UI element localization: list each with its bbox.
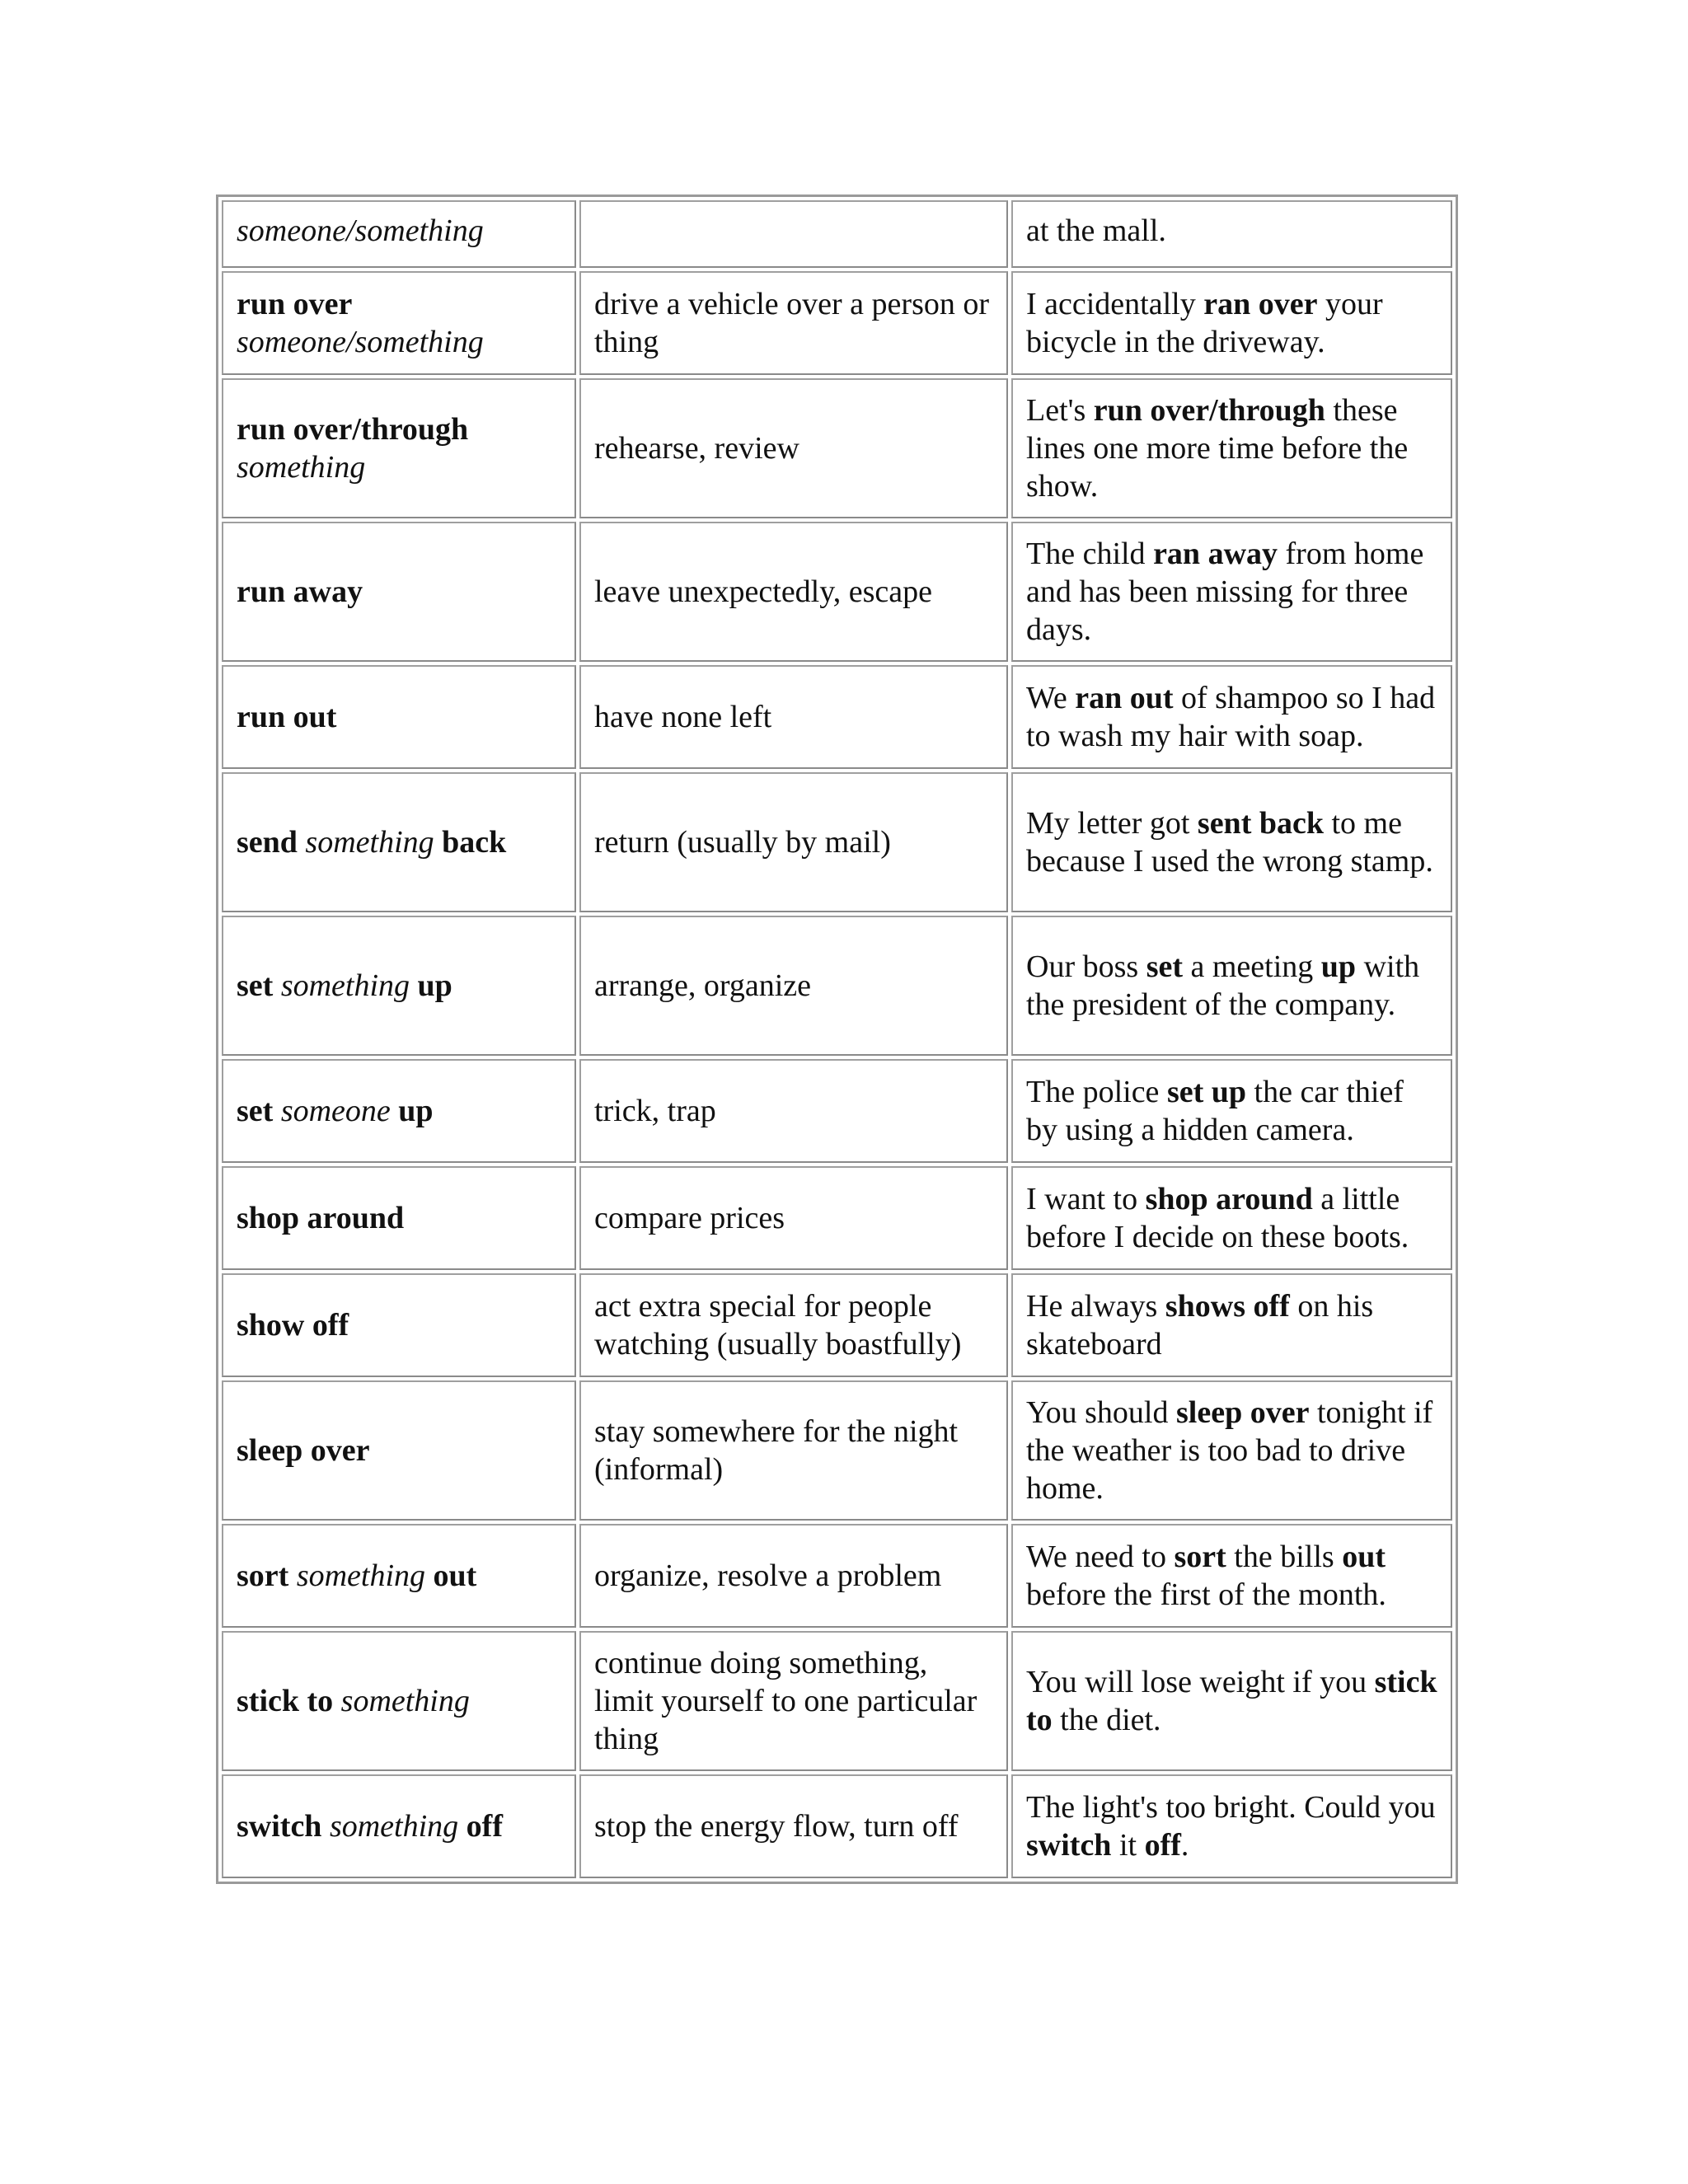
plain-text: a meeting <box>1183 949 1321 984</box>
meaning-text: arrange, organize <box>594 968 812 1003</box>
phrasal-verb-cell <box>222 772 576 912</box>
example-cell <box>1011 378 1452 518</box>
example-cell <box>1011 522 1452 662</box>
phrasal-verb-cell <box>222 271 576 375</box>
table-row <box>222 1774 1452 1878</box>
example-cell <box>1011 916 1452 1056</box>
meaning-cell <box>579 1273 1008 1377</box>
phrasal-verb-cell <box>222 1524 576 1628</box>
plain-text: Let's <box>1026 393 1094 428</box>
bold-text: sleep over <box>1175 1395 1310 1430</box>
bold-text: ran away <box>1153 537 1278 571</box>
plain-text: your bicycle in the driveway. <box>1026 287 1383 359</box>
plain-text: . <box>1180 1828 1189 1863</box>
bold-text: send <box>237 825 306 860</box>
plain-text: Our boss <box>1026 949 1146 984</box>
italic-text: something <box>296 1558 426 1593</box>
phrasal-verb-table <box>216 194 1458 1884</box>
italic-text: someone/something <box>237 325 484 359</box>
meaning-text: leave unexpectedly, escape <box>594 574 933 609</box>
phrasal-verb-cell <box>222 1380 576 1521</box>
phrasal-verb-cell <box>222 916 576 1056</box>
phrasal-verb-table-body <box>222 200 1452 1878</box>
bold-text: off <box>1144 1828 1181 1863</box>
plain-text: My letter got <box>1026 806 1198 841</box>
table-row <box>222 1631 1452 1771</box>
bold-text: up <box>390 1094 434 1128</box>
plain-text: I want to <box>1026 1182 1146 1216</box>
italic-text: something <box>329 1809 459 1844</box>
plain-text: at the mall. <box>1026 213 1166 248</box>
bold-text: up <box>410 968 452 1003</box>
plain-text: it <box>1111 1828 1145 1863</box>
bold-text: run out <box>237 700 337 734</box>
meaning-text: continue doing something, limit yourself to one particular thing <box>594 1646 978 1756</box>
table-row <box>222 271 1452 375</box>
meaning-text: act extra special for people watching (usually boastfully) <box>594 1289 962 1361</box>
meaning-text: stay somewhere for the night (informal) <box>594 1414 959 1487</box>
example-cell <box>1011 1273 1452 1377</box>
example-cell <box>1011 1631 1452 1771</box>
table-row <box>222 200 1452 268</box>
bold-text: ran out <box>1075 681 1174 715</box>
meaning-cell <box>579 665 1008 769</box>
bold-text: sent back <box>1197 806 1324 841</box>
bold-text: shows off <box>1165 1289 1290 1324</box>
phrasal-verb-cell <box>222 1166 576 1270</box>
plain-text: the diet. <box>1052 1703 1161 1737</box>
example-cell <box>1011 1380 1452 1521</box>
table-row <box>222 772 1452 912</box>
plain-text: these lines one more time before the show. <box>1026 393 1409 504</box>
phrasal-verb-cell <box>222 522 576 662</box>
meaning-cell <box>579 1631 1008 1771</box>
table-row <box>222 1273 1452 1377</box>
bold-text: set <box>237 1094 281 1128</box>
table-row <box>222 1059 1452 1163</box>
plain-text: The light's too bright. Could you <box>1026 1790 1436 1825</box>
bold-text: up <box>1320 949 1357 984</box>
bold-text: show off <box>237 1308 349 1343</box>
meaning-cell <box>579 200 1008 268</box>
meaning-text: trick, trap <box>594 1094 716 1128</box>
italic-text: someone/something <box>237 213 484 248</box>
bold-text: switch <box>237 1809 330 1844</box>
meaning-text: organize, resolve a problem <box>594 1558 942 1593</box>
meaning-cell <box>579 772 1008 912</box>
phrasal-verb-cell <box>222 665 576 769</box>
table-row <box>222 1524 1452 1628</box>
plain-text: the bills <box>1226 1540 1343 1574</box>
bold-text: run over <box>237 287 353 321</box>
bold-text: set up <box>1166 1075 1247 1109</box>
meaning-cell <box>579 1774 1008 1878</box>
example-cell <box>1011 271 1452 375</box>
plain-text: We <box>1026 681 1076 715</box>
plain-text: before the first of the month. <box>1026 1577 1386 1612</box>
meaning-cell <box>579 916 1008 1056</box>
example-cell <box>1011 1166 1452 1270</box>
bold-text: stick to <box>237 1684 341 1718</box>
italic-text: something <box>305 825 434 860</box>
table-row <box>222 378 1452 518</box>
example-cell <box>1011 665 1452 769</box>
bold-text: run away <box>237 574 363 609</box>
bold-text: sleep over <box>237 1433 370 1468</box>
bold-text: shop around <box>237 1201 405 1235</box>
table-row <box>222 916 1452 1056</box>
meaning-cell <box>579 271 1008 375</box>
meaning-cell <box>579 1524 1008 1628</box>
bold-text: switch <box>1026 1828 1112 1863</box>
phrasal-verb-cell <box>222 378 576 518</box>
meaning-cell <box>579 1380 1008 1521</box>
example-cell <box>1011 1524 1452 1628</box>
meaning-text: stop the energy flow, turn off <box>594 1809 959 1844</box>
bold-text: out <box>1342 1540 1386 1574</box>
plain-text: of shampoo so I had to wash my hair with soap. <box>1026 681 1436 753</box>
plain-text: the car thief by using a hidden camera. <box>1026 1075 1404 1147</box>
table-row <box>222 1380 1452 1521</box>
meaning-cell <box>579 1059 1008 1163</box>
phrasal-verb-cell <box>222 1273 576 1377</box>
meaning-text: compare prices <box>594 1201 785 1235</box>
meaning-text: rehearse, review <box>594 431 799 466</box>
bold-text: ran over <box>1203 287 1318 321</box>
bold-text: out <box>425 1558 477 1593</box>
italic-text: something <box>340 1684 470 1718</box>
example-cell <box>1011 1774 1452 1878</box>
plain-text: The child <box>1026 537 1154 571</box>
table-row <box>222 665 1452 769</box>
table-row <box>222 522 1452 662</box>
bold-text: run over/through <box>1093 393 1325 428</box>
example-cell <box>1011 200 1452 268</box>
example-cell <box>1011 1059 1452 1163</box>
meaning-text: drive a vehicle over a person or thing <box>594 287 990 359</box>
plain-text: You should <box>1026 1395 1176 1430</box>
bold-text: set <box>1146 949 1183 984</box>
phrasal-verb-cell <box>222 1631 576 1771</box>
plain-text: on his skateboard <box>1026 1289 1374 1361</box>
plain-text: The police <box>1026 1075 1167 1109</box>
meaning-cell <box>579 1166 1008 1270</box>
meaning-text: return (usually by mail) <box>594 825 891 860</box>
meaning-text: have none left <box>594 700 772 734</box>
plain-text: from home and has been missing for three days. <box>1026 537 1424 647</box>
phrasal-verb-cell <box>222 1774 576 1878</box>
phrasal-verb-cell <box>222 200 576 268</box>
table-row <box>222 1166 1452 1270</box>
bold-text: back <box>434 825 507 860</box>
meaning-cell <box>579 522 1008 662</box>
example-cell <box>1011 772 1452 912</box>
phrasal-verb-cell <box>222 1059 576 1163</box>
bold-text: run over/through <box>237 412 469 447</box>
bold-text: sort <box>1174 1540 1226 1574</box>
bold-text: stick to <box>1026 1665 1437 1737</box>
plain-text: I accidentally <box>1026 287 1204 321</box>
plain-text: with the president of the company. <box>1026 949 1420 1022</box>
plain-text: to me because I used the wrong stamp. <box>1026 806 1433 879</box>
plain-text: You will lose weight if you <box>1026 1665 1375 1699</box>
italic-text: something <box>280 968 410 1003</box>
italic-text: someone <box>280 1094 391 1128</box>
bold-text: shop around <box>1145 1182 1313 1216</box>
plain-text: We need to <box>1026 1540 1175 1574</box>
bold-text: set <box>237 968 281 1003</box>
bold-text: sort <box>237 1558 297 1593</box>
plain-text: tonight if the weather is too bad to drive home. <box>1026 1395 1433 1506</box>
bold-text: off <box>458 1809 503 1844</box>
meaning-cell <box>579 378 1008 518</box>
italic-text: something <box>237 450 366 485</box>
plain-text: a little before I decide on these boots. <box>1026 1182 1409 1254</box>
plain-text: He always <box>1026 1289 1165 1324</box>
